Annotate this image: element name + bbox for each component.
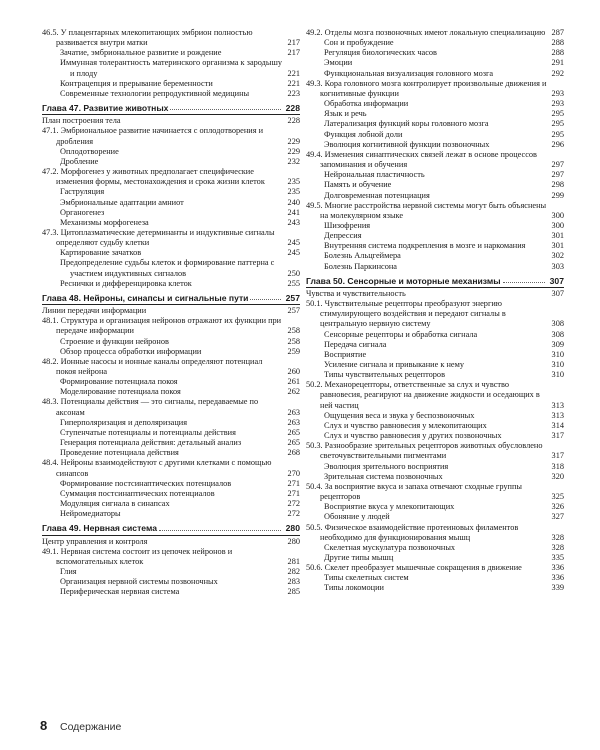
entry-title: 50.6. Скелет преобразует мышечные сокращения в движение	[306, 563, 522, 573]
entry-title: 49.5. Многие расстройства нервной системы могут быть объяснены на молекулярном языке	[306, 200, 547, 220]
section-entry	[42, 228, 300, 248]
entry-title: 49.3. Кора головного мозга контролирует произвольные движения и когнитивные функции	[306, 78, 547, 98]
dot-leader	[159, 530, 281, 531]
entry-page: 271	[287, 488, 300, 498]
subsection-entry	[306, 543, 564, 553]
chapter-title: Нервная система	[83, 523, 157, 534]
entry-page: 309	[551, 339, 564, 349]
entry-title: Формирование постсинаптических потенциалов	[60, 478, 232, 488]
section-entry	[42, 28, 300, 48]
subsection-entry	[42, 418, 300, 428]
subsection-entry	[306, 370, 564, 380]
entry-title: Ощущения веса и звука у беспозвоночных	[324, 410, 475, 420]
entry-page: 265	[287, 438, 300, 448]
subsection-entry	[306, 119, 564, 129]
entry-title: Эволюция зрительного восприятия	[324, 461, 449, 471]
entry-page: 235	[287, 177, 300, 187]
entry-page: 280	[287, 536, 300, 546]
chapter-page: 280	[285, 523, 300, 534]
subsection-entry	[306, 462, 564, 472]
entry-page: 291	[551, 58, 564, 68]
subsection-entry	[42, 509, 300, 519]
entry-title: Органогенез	[60, 207, 105, 217]
entry-page: 232	[287, 156, 300, 166]
section-entry	[306, 563, 564, 573]
entry-title: Восприятие вкуса у млекопитающих	[324, 502, 455, 512]
entry-title: Линии передачи информации	[42, 306, 147, 316]
entry-page: 255	[287, 278, 300, 288]
entry-title: Усиление сигнала и привыкание к нему	[324, 360, 464, 369]
entry-page: 314	[551, 420, 564, 430]
subsection-entry	[42, 187, 300, 197]
entry-title: Предопределение судьбы клеток и формирование паттерна с участием индуктивных сигналов	[60, 258, 275, 278]
subsection-entry	[306, 421, 564, 431]
entry-title: Ступенчатые потенциалы и потенциалы действия	[60, 427, 236, 437]
entry-title: Гаструляция	[60, 187, 105, 197]
subsection-entry	[42, 438, 300, 448]
entry-title: 47.1. Эмбриональное развитие начинается с оплодотворения и дробления	[42, 126, 264, 146]
entry-page: 339	[551, 583, 564, 593]
entry-title: 46.5. У плацентарных млекопитающих эмбрион полностью развивается внутри матки	[42, 28, 253, 48]
entry-page: 258	[287, 326, 300, 336]
entry-title: 47.2. Морфогенез у животных предполагает специфические изменения формы, местонахождения и срока жизни клеток	[42, 167, 265, 187]
entry-title: Функциональная визуализация головного мозга	[324, 68, 494, 78]
entry-page: 313	[551, 410, 564, 420]
section-entry	[42, 126, 300, 146]
entry-title: Долговременная потенциация	[324, 190, 430, 200]
entry-page: 217	[287, 38, 300, 48]
entry-page: 272	[287, 509, 300, 519]
entry-title: Гиперполяризация и деполяризация	[60, 417, 188, 427]
entry-page: 335	[551, 552, 564, 562]
entry-page: 336	[551, 563, 564, 573]
subsection-entry	[306, 38, 564, 48]
section-entry	[42, 458, 300, 478]
page-footer	[40, 718, 121, 733]
entry-page: 336	[551, 573, 564, 583]
entry-page: 288	[551, 48, 564, 58]
entry-page: 243	[287, 217, 300, 227]
entry-title: 48.4. Нейроны взаимодействуют с другими клетками с помощью синапсов	[42, 458, 272, 478]
entry-page: 283	[287, 577, 300, 587]
chapter-heading	[42, 523, 300, 535]
entry-title: Эмоции	[324, 58, 353, 68]
subsection-entry	[306, 191, 564, 201]
subsection-entry	[306, 262, 564, 272]
entry-page: 261	[287, 377, 300, 387]
chapter-intro-entry	[42, 306, 300, 316]
entry-page: 296	[551, 139, 564, 149]
subsection-entry	[42, 489, 300, 499]
section-entry	[42, 397, 300, 417]
chapter-intro-entry	[42, 537, 300, 547]
entry-title: Обработка информации	[324, 99, 409, 109]
entry-title: Проведение потенциала действия	[60, 448, 179, 458]
entry-title: 48.3. Потенциалы действия — это сигналы, передаваемые по аксонам	[42, 397, 259, 417]
chapter-title: Нейроны, синапсы и сигнальные пути	[83, 292, 249, 303]
chapter-heading	[42, 103, 300, 115]
entry-title: Строение и функции нейронов	[60, 336, 169, 346]
subsection-entry	[306, 583, 564, 593]
entry-title: Нейромедиаторы	[60, 509, 121, 519]
entry-page: 301	[551, 241, 564, 251]
entry-page: 257	[287, 306, 300, 316]
subsection-entry	[42, 89, 300, 99]
chapter-intro-entry	[42, 116, 300, 126]
subsection-entry	[306, 58, 564, 68]
subsection-entry	[42, 428, 300, 438]
entry-title: Слух и чувство равновесия у других позвоночных	[324, 431, 502, 441]
subsection-entry	[306, 330, 564, 340]
entry-page: 299	[551, 190, 564, 200]
entry-title: Контрацепция и прерывание беременности	[60, 78, 213, 88]
entry-title: Другие типы мышц	[324, 552, 394, 562]
entry-title: Эмбриональные адаптации амниот	[60, 197, 184, 207]
subsection-entry	[306, 241, 564, 251]
section-entry	[306, 380, 564, 410]
entry-title: Внутренняя система подкрепления в мозге и наркомания	[324, 241, 526, 251]
entry-page: 295	[551, 109, 564, 119]
entry-page: 229	[287, 136, 300, 146]
subsection-entry	[306, 69, 564, 79]
chapter-page: 228	[285, 103, 300, 114]
entry-title: Глия	[60, 566, 77, 576]
subsection-entry	[42, 377, 300, 387]
entry-title: Модуляция сигнала в синапсах	[60, 499, 170, 509]
section-entry	[42, 357, 300, 377]
entry-page: 285	[287, 587, 300, 597]
entry-title: Нейрональная пластичность	[324, 170, 425, 180]
subsection-entry	[42, 157, 300, 167]
subsection-entry	[306, 360, 564, 370]
entry-page: 328	[551, 542, 564, 552]
entry-page: 221	[287, 68, 300, 78]
subsection-entry	[306, 340, 564, 350]
subsection-entry	[42, 479, 300, 489]
entry-page: 259	[287, 346, 300, 356]
entry-page: 293	[551, 99, 564, 109]
entry-title: Чувства и чувствительность	[306, 288, 406, 298]
entry-title: Язык и речь	[324, 109, 367, 119]
section-entry	[306, 441, 564, 461]
chapter-title: Развитие животных	[83, 103, 169, 114]
entry-page: 318	[551, 461, 564, 471]
dot-leader	[250, 299, 281, 300]
subsection-entry	[42, 48, 300, 58]
entry-page: 263	[287, 407, 300, 417]
entry-title: Регуляция биологических часов	[324, 48, 437, 58]
entry-page: 270	[287, 468, 300, 478]
entry-title: Типы скелетных систем	[324, 573, 409, 583]
entry-page: 301	[551, 231, 564, 241]
entry-title: Сенсорные рецепторы и обработка сигнала	[324, 329, 478, 339]
subsection-entry	[42, 218, 300, 228]
entry-title: Организация нервной системы позвоночных	[60, 577, 218, 587]
subsection-entry	[42, 587, 300, 597]
subsection-entry	[42, 337, 300, 347]
section-entry	[306, 299, 564, 329]
entry-title: 50.5. Физическое взаимодействие протеиновых филаментов необходимо для функционирования мышц	[306, 522, 519, 542]
entry-page: 303	[551, 261, 564, 271]
entry-title: Сон и пробуждение	[324, 38, 394, 48]
entry-page: 325	[551, 492, 564, 502]
entry-title: 49.4. Изменения синаптических связей лежат в основе процессов запоминания и обучения	[306, 149, 537, 170]
subsection-entry	[42, 448, 300, 458]
entry-page: 310	[551, 370, 564, 380]
entry-title: Обоняние у людей	[324, 512, 390, 522]
entry-title: 48.2. Ионные насосы и ионные каналы определяют потенциал покоя нейрона	[42, 356, 263, 376]
dot-leader	[170, 109, 281, 110]
entry-page: 263	[287, 417, 300, 427]
entry-page: 272	[287, 499, 300, 509]
entry-page: 240	[287, 197, 300, 207]
chapter-number: Глава 48.	[42, 292, 81, 303]
subsection-entry	[42, 499, 300, 509]
subsection-entry	[306, 48, 564, 58]
entry-title: 50.2. Механорецепторы, ответственные за слух и чувство равновесия, реагируют на движение жидкости и оседающих в ней частиц	[306, 380, 540, 410]
subsection-entry	[42, 258, 300, 278]
entry-page: 228	[287, 116, 300, 126]
subsection-entry	[42, 567, 300, 577]
entry-page: 297	[551, 170, 564, 180]
entry-title: Шизофрения	[324, 220, 371, 230]
entry-page: 260	[287, 367, 300, 376]
entry-title: Память и обучение	[324, 180, 392, 190]
entry-page: 281	[287, 556, 300, 566]
entry-title: Болезнь Паркинсона	[324, 261, 397, 271]
section-entry	[306, 482, 564, 502]
section-label: Содержание	[59, 721, 122, 733]
subsection-entry	[42, 198, 300, 208]
entry-page: 308	[551, 319, 564, 329]
section-entry	[306, 28, 564, 38]
subsection-entry	[306, 502, 564, 512]
entry-title: Реснички и дифференцировка клеток	[60, 278, 192, 288]
entry-title: Моделирование потенциала покоя	[60, 387, 181, 397]
entry-page: 297	[551, 160, 564, 170]
subsection-entry	[42, 208, 300, 218]
entry-page: 317	[551, 431, 564, 441]
chapter-page: 307	[549, 275, 564, 286]
entry-page: 245	[287, 248, 300, 258]
entry-page: 300	[551, 210, 564, 220]
entry-title: Современные технологии репродуктивной медицины	[60, 88, 250, 98]
chapter-intro-entry	[306, 289, 564, 299]
entry-page: 245	[287, 238, 300, 248]
chapter-number: Глава 50.	[306, 275, 345, 286]
subsection-entry	[306, 99, 564, 109]
entry-title: Зачатие, эмбриональное развитие и рождение	[60, 48, 222, 58]
entry-page: 300	[551, 220, 564, 230]
chapter-heading	[42, 293, 300, 305]
subsection-entry	[306, 109, 564, 119]
toc-left-column	[42, 28, 300, 597]
subsection-entry	[306, 411, 564, 421]
entry-title: Зрительная система позвоночных	[324, 471, 443, 481]
entry-page: 241	[287, 207, 300, 217]
entry-page: 293	[551, 88, 564, 98]
entry-title: 50.3. Разнообразие зрительных рецепторов животных обусловлено светочувствительными пигментами	[306, 441, 543, 461]
entry-title: Функция лобной доли	[324, 129, 403, 139]
entry-page: 328	[551, 532, 564, 542]
subsection-entry	[306, 553, 564, 563]
entry-page: 327	[551, 512, 564, 522]
entry-page: 250	[287, 268, 300, 278]
entry-title: 48.1. Структура и организация нейронов отражают их функции при передаче информации	[42, 316, 282, 336]
entry-title: Формирование потенциала покоя	[60, 377, 178, 387]
entry-title: Эволюция когнитивной функции позвоночных	[324, 139, 490, 149]
entry-page: 292	[551, 68, 564, 78]
subsection-entry	[42, 387, 300, 397]
entry-title: Дробление	[60, 156, 99, 166]
entry-title: 49.1. Нервная система состоит из цепочек нейронов и вспомогательных клеток	[42, 546, 233, 566]
entry-page: 287	[551, 28, 564, 37]
entry-title: Центр управления и контроля	[42, 536, 148, 546]
entry-title: Латерализация функций коры головного мозга	[324, 119, 489, 129]
entry-page: 310	[551, 349, 564, 359]
entry-page: 217	[287, 48, 300, 58]
entry-page: 326	[551, 502, 564, 512]
entry-title: Слух и чувство равновесия у млекопитающих	[324, 420, 487, 430]
subsection-entry	[42, 79, 300, 89]
entry-title: Депрессия	[324, 231, 362, 241]
subsection-entry	[306, 512, 564, 522]
entry-page: 235	[287, 187, 300, 197]
section-entry	[42, 547, 300, 567]
entry-page: 258	[287, 336, 300, 346]
chapter-title: Сенсорные и моторные механизмы	[347, 275, 501, 286]
entry-page: 223	[287, 88, 300, 98]
entry-page: 268	[287, 448, 300, 458]
entry-page: 288	[551, 38, 564, 48]
page-number: 8	[40, 718, 48, 733]
subsection-entry	[42, 248, 300, 258]
entry-title: 50.4. За восприятие вкуса и запаха отвечают сходные группы рецепторов	[306, 481, 522, 502]
dot-leader	[503, 282, 545, 283]
subsection-entry	[42, 279, 300, 289]
entry-title: План построения тела	[42, 116, 121, 126]
entry-page: 317	[551, 451, 564, 461]
subsection-entry	[306, 221, 564, 231]
entry-title: 47.3. Цитоплазматические детерминанты и индуктивные сигналы определяют судьбу клетки	[42, 227, 275, 248]
subsection-entry	[306, 180, 564, 190]
entry-title: Генерация потенциала действия: детальный анализ	[60, 438, 242, 448]
chapter-heading	[306, 276, 564, 288]
subsection-entry	[306, 431, 564, 441]
subsection-entry	[42, 577, 300, 587]
entry-title: Суммация постсинаптических потенциалов	[60, 488, 215, 498]
subsection-entry	[42, 58, 300, 78]
entry-title: Болезнь Альцгеймера	[324, 251, 401, 261]
entry-page: 229	[287, 146, 300, 156]
subsection-entry	[306, 573, 564, 583]
subsection-entry	[306, 350, 564, 360]
entry-page: 308	[551, 329, 564, 339]
toc-right-column	[306, 28, 564, 594]
section-entry	[306, 150, 564, 170]
section-entry	[42, 167, 300, 187]
entry-page: 307	[551, 288, 564, 298]
chapter-number: Глава 47.	[42, 103, 81, 114]
entry-title: Типы чувствительных рецепторов	[324, 370, 445, 380]
entry-page: 295	[551, 129, 564, 139]
subsection-entry	[42, 147, 300, 157]
entry-title: 49.2. Отделы мозга позвоночных имеют локальную специализацию	[306, 28, 546, 37]
entry-page: 221	[287, 78, 300, 88]
section-entry	[306, 79, 564, 99]
entry-page: 310	[551, 360, 564, 369]
subsection-entry	[306, 170, 564, 180]
entry-page: 298	[551, 180, 564, 190]
entry-title: Передача сигнала	[324, 339, 387, 349]
section-entry	[42, 316, 300, 336]
entry-title: Картирование зачатков	[60, 248, 142, 258]
subsection-entry	[306, 472, 564, 482]
entry-title: Восприятие	[324, 349, 367, 359]
entry-page: 313	[551, 400, 564, 410]
chapter-page: 257	[285, 292, 300, 303]
subsection-entry	[306, 130, 564, 140]
entry-title: Оплодотворение	[60, 146, 119, 156]
entry-page: 265	[287, 427, 300, 437]
subsection-entry	[42, 347, 300, 357]
subsection-entry	[306, 251, 564, 261]
entry-page: 302	[551, 251, 564, 261]
entry-title: Механизмы морфогенеза	[60, 217, 149, 227]
entry-title: Скелетная мускулатура позвоночных	[324, 542, 456, 552]
entry-page: 320	[551, 471, 564, 481]
entry-title: Обзор процесса обработки информации	[60, 346, 202, 356]
entry-title: Типы локомоции	[324, 583, 384, 593]
entry-page: 295	[551, 119, 564, 129]
entry-title: Периферическая нервная система	[60, 587, 180, 597]
entry-page: 282	[287, 566, 300, 576]
entry-page: 262	[287, 387, 300, 397]
entry-page: 271	[287, 478, 300, 488]
entry-title: 50.1. Чувствительные рецепторы преобразуют энергию стимулирующего воздействия и передают сигналы в центральную нервную систему	[306, 299, 506, 329]
subsection-entry	[306, 231, 564, 241]
section-entry	[306, 523, 564, 543]
entry-title: Иммунная толерантность материнского организма к зародышу и плоду	[60, 58, 283, 78]
subsection-entry	[306, 140, 564, 150]
section-entry	[306, 201, 564, 221]
chapter-number: Глава 49.	[42, 523, 81, 534]
